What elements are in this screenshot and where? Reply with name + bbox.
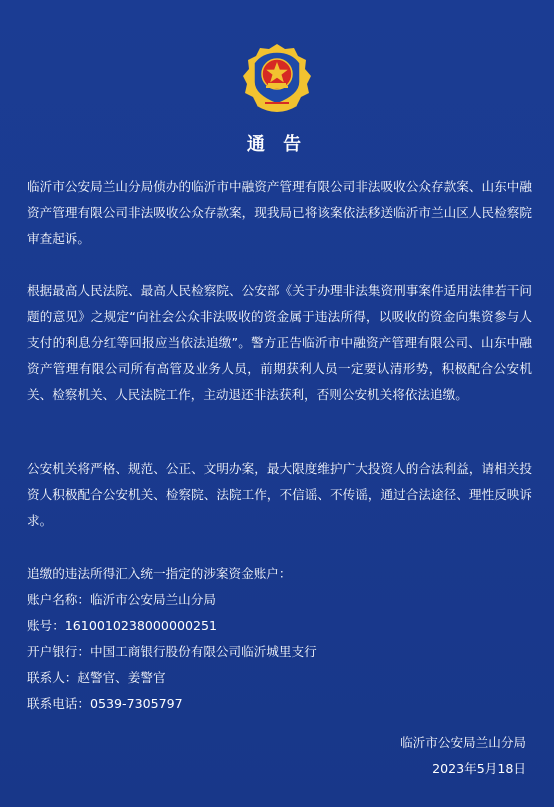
account-intro: 追缴的违法所得汇入统一指定的涉案资金账户：: [27, 566, 292, 581]
account-bank: 开户银行：中国工商银行股份有限公司临沂城里支行: [27, 644, 317, 659]
account-info: [27, 561, 532, 717]
account-name: 账户名称：临沂市公安局兰山分局: [27, 592, 216, 607]
notice-paragraph-3: 公安机关将严格、规范、公正、文明办案，最大限度维护广大投资人的合法利益，请相关投资人积极配合公安机关、检察院、法院工作，不信谣、不传谣，通过合法途径、理性反映诉求。: [27, 461, 532, 528]
account-contact: 联系人：赵警官、姜警官: [27, 670, 166, 685]
notice-title: 通 告: [246, 134, 308, 155]
police-emblem-icon: [237, 40, 317, 120]
account-number: 账号：1610010238000000251: [27, 618, 218, 633]
signature-date: 2023年5月18日: [432, 761, 526, 776]
notice-paragraph-1: 临沂市公安局兰山分局侦办的临沂市中融资产管理有限公司非法吸收公众存款案、山东中融资产管理有限公司非法吸收公众存款案，现我局已将该案依法移送临沂市兰山区人民检察院审查起诉。: [27, 179, 532, 246]
signature-org: 临沂市公安局兰山分局: [400, 735, 526, 750]
notice-paragraph-2: 根据最高人民法院、最高人民检察院、公安部《关于办理非法集资刑事案件适用法律若干问题的意见》之规定“向社会公众非法吸收的资金属于违法所得，以吸收的资金向集资参与人支付的利息分红等回报应当依法追缴”。警方正告临沂市中融资产管理有限公司、山东中融资产管理有限公司所有高管及业务人员，前期获利人员一定要认清形势，积极配合公安机关、检察机关、人民法院工作，主动退还非法获利，否则公安机关将依法追缴。: [27, 283, 532, 402]
account-phone: 联系电话：0539-7305797: [27, 696, 183, 711]
